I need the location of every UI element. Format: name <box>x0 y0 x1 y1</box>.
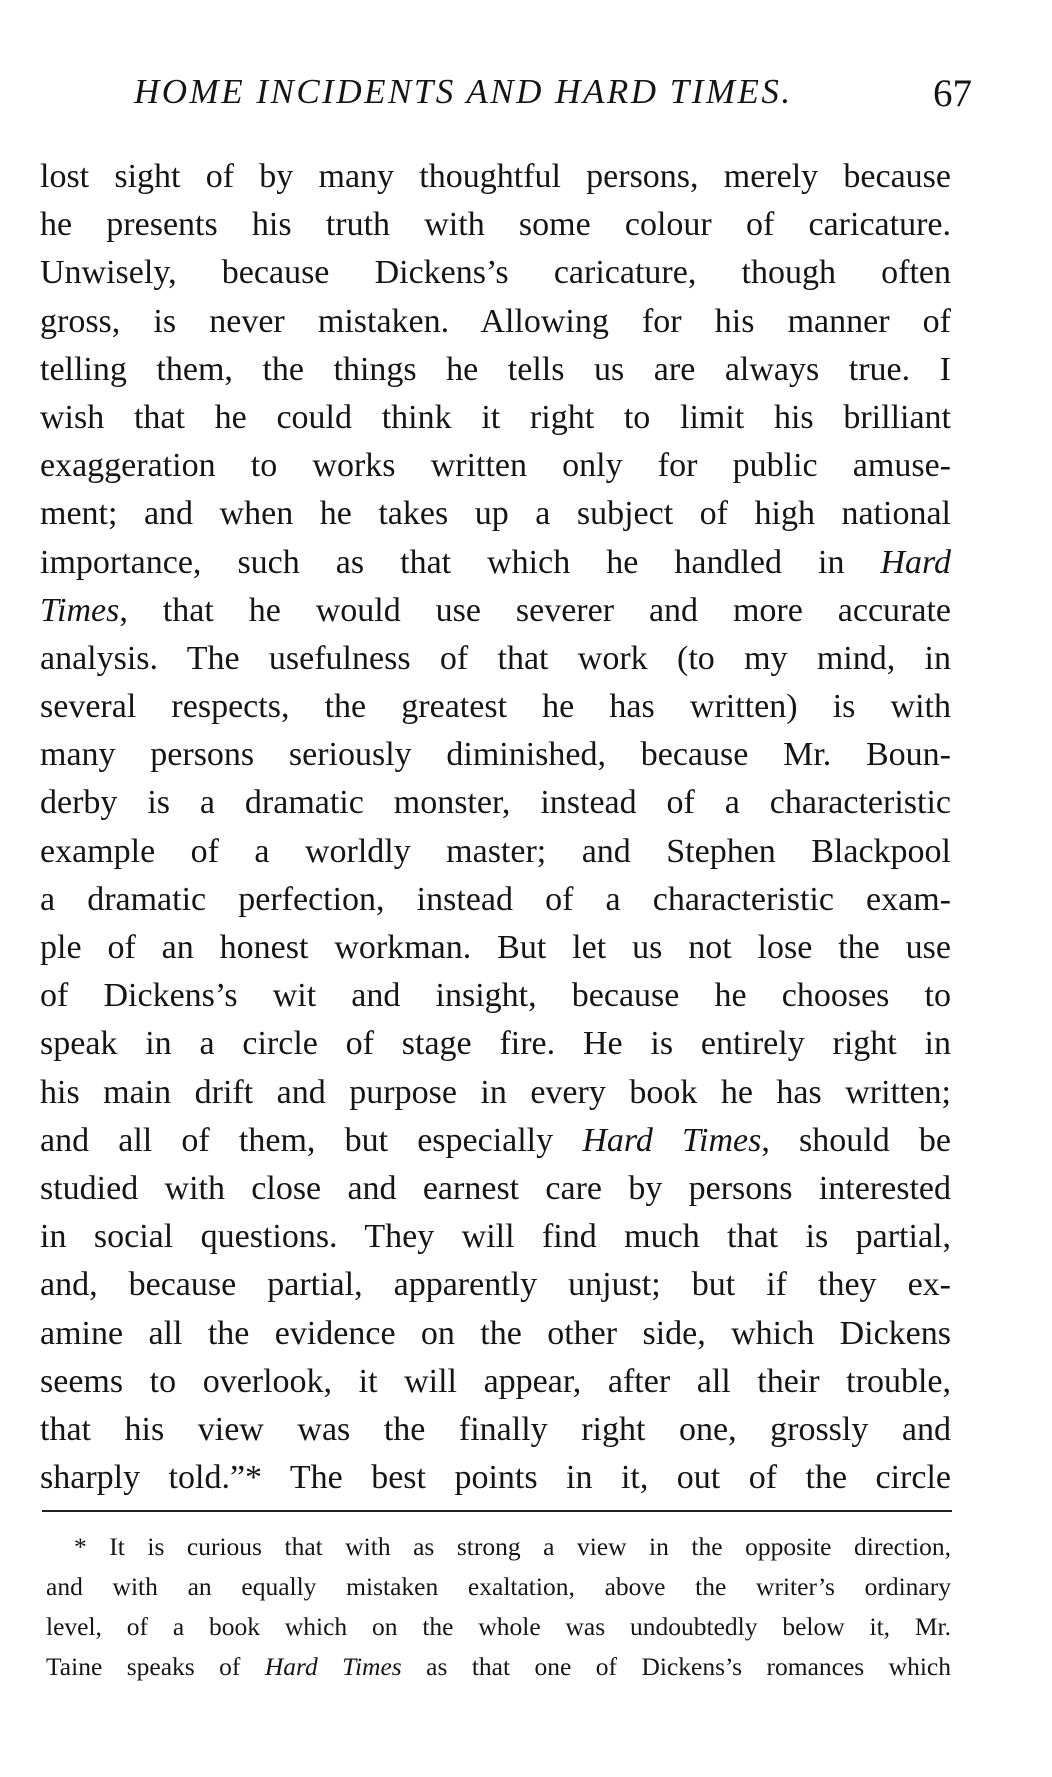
page-number: 67 <box>933 72 972 115</box>
text-line: amine all the evidence on the other side, which Dickens <box>40 1314 951 1352</box>
text-line: speak in a circle of stage fire. He is entirely right in <box>40 1025 951 1063</box>
text-line: example of a worldly master; and Stephen Blackpool <box>40 832 951 870</box>
text-line: studied with close and earnest care by persons interested <box>40 1169 951 1207</box>
text-line: and all of them, but especially Hard Times, should be <box>40 1121 951 1159</box>
italic-title: Hard Times <box>582 1121 762 1159</box>
text-line: he presents his truth with some colour of caricature. <box>40 206 951 244</box>
text-line: in social questions. They will find much that is partial, <box>40 1218 951 1256</box>
text-line: Times, that he would use severer and more accurate <box>40 591 951 629</box>
text-line: sharply told.”* The best points in it, out of the circle <box>40 1459 951 1497</box>
running-title: HOME INCIDENTS AND HARD TIMES. <box>134 72 793 111</box>
italic-title: Hard <box>880 543 951 581</box>
text-line: ple of an honest workman. But let us not lose the use <box>40 929 951 966</box>
running-head <box>40 62 1052 122</box>
footnote-line: level, of a book which on the whole was undoubtedly below it, Mr. <box>46 1612 951 1641</box>
text-line: telling them, the things he tells us are always true. I <box>40 350 951 388</box>
italic-title: Times <box>40 591 120 629</box>
text-line: a dramatic perfection, instead of a characteristic exam- <box>40 880 951 918</box>
body-text <box>40 153 951 1502</box>
footnote-rule <box>42 1510 952 1512</box>
text-line: exaggeration to works written only for public amuse- <box>40 447 951 485</box>
text-line: his main drift and purpose in every book he has written; <box>40 1073 951 1111</box>
text-line: many persons seriously diminished, because Mr. Boun- <box>40 736 951 774</box>
italic-title: Hard Times <box>264 1652 402 1681</box>
text-line: of Dickens’s wit and insight, because he chooses to <box>40 977 951 1015</box>
text-line: wish that he could think it right to limit his brilliant <box>40 398 951 436</box>
text-line: derby is a dramatic monster, instead of a characteristic <box>40 784 951 822</box>
text-line: Unwisely, because Dickens’s caricature, though often <box>40 254 951 292</box>
text-line: several respects, the greatest he has written) is with <box>40 688 951 726</box>
text-line: gross, is never mistaken. Allowing for his manner of <box>40 302 951 340</box>
footnote-line: Taine speaks of Hard Times as that one of Dickens’s romances which <box>46 1652 951 1681</box>
footnote <box>46 1527 951 1687</box>
text-line: seems to overlook, it will appear, after all their trouble, <box>40 1362 951 1400</box>
text-line: ment; and when he takes up a subject of high national <box>40 495 951 533</box>
text-line: importance, such as that which he handled in Hard <box>40 543 951 581</box>
text-line: analysis. The usefulness of that work (to my mind, in <box>40 639 951 677</box>
text-line: that his view was the finally right one, grossly and <box>40 1410 951 1448</box>
text-line: lost sight of by many thoughtful persons, merely because <box>40 158 951 195</box>
text-line: and, because partial, apparently unjust; but if they ex- <box>40 1266 951 1304</box>
footnote-line: * It is curious that with as strong a view in the opposite direction, <box>74 1532 952 1561</box>
footnote-marker: * <box>74 1532 87 1561</box>
footnote-line: and with an equally mistaken exaltation, above the writer’s ordinary <box>46 1572 951 1601</box>
